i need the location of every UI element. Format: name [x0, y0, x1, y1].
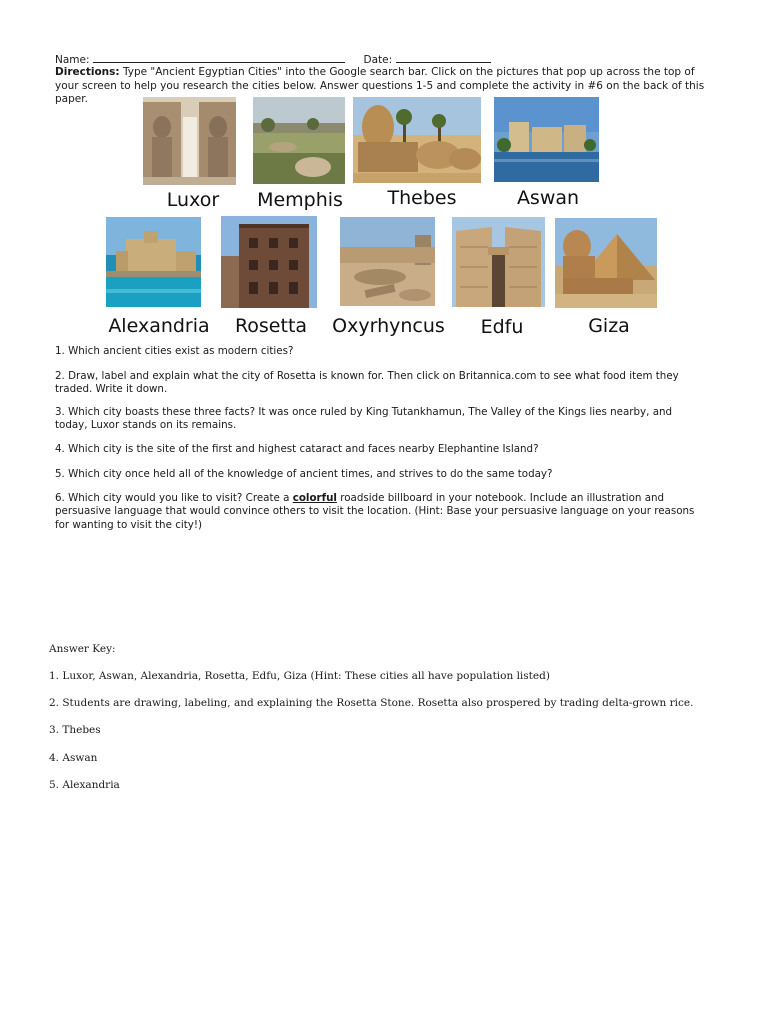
city-label-edfu: Edfu — [480, 316, 524, 338]
directions-text: Type "Ancient Egyptian Cities" into the Google search bar. Click on the pictures that pop up across the top of your screen to help you research the cities below. Answer questions 1-5 and complete the activity in #6 on the back of this paper. — [55, 66, 705, 105]
answer-3: 3. Thebes — [49, 724, 101, 736]
answer-key-title: Answer Key: — [49, 643, 116, 655]
question-5: 5. Which city once held all of the knowledge of ancient times, and strives to do the same today? — [55, 468, 553, 480]
city-label-aswan: Aswan — [516, 187, 580, 209]
giza-photo — [555, 218, 657, 308]
question-1: 1. Which ancient cities exist as modern cities? — [55, 345, 294, 357]
question-4: 4. Which city is the site of the first and highest cataract and faces nearby Elephantine Island? — [55, 443, 539, 455]
name-label: Name: — [55, 54, 90, 66]
alexandria-photo — [106, 217, 201, 307]
city-label-alexandria: Alexandria — [108, 315, 210, 337]
edfu-photo — [452, 217, 545, 307]
question-3: 3. Which city boasts these three facts? It was once ruled by King Tutankhamun, The Valley of the Kings lies nearby, and today, Luxor stands on its remains. — [55, 406, 673, 432]
question-6 — [55, 492, 695, 532]
question-6-intro: 6. Which city would you like to visit? Create a — [55, 492, 293, 504]
city-label-thebes: Thebes — [387, 187, 457, 209]
city-label-rosetta: Rosetta — [234, 315, 308, 337]
city-label-oxyrhyncus: Oxyrhyncus — [332, 315, 445, 337]
rosetta-photo — [221, 216, 317, 308]
city-label-memphis: Memphis — [257, 189, 343, 211]
answer-1: 1. Luxor, Aswan, Alexandria, Rosetta, Edfu, Giza (Hint: These cities all have population listed) — [49, 670, 550, 682]
question-2: 2. Draw, label and explain what the city of Rosetta is known for. Then click on Britannica.com to see what food item they traded. Write it down. — [55, 370, 679, 396]
question-6-emphasis: colorful — [292, 492, 337, 504]
date-label: Date: — [363, 54, 393, 66]
directions-label: Directions: — [55, 66, 120, 78]
question-6-rest: roadside billboard in your notebook. Include an illustration and persuasive language that would convince others to visit the location. (Hint: Base your persuasive language on your reasons for wanting to visit the city!) — [55, 492, 695, 531]
answer-5: 5. Alexandria — [49, 779, 120, 791]
date-field[interactable] — [396, 53, 491, 63]
thebes-photo — [353, 97, 481, 183]
memphis-photo — [253, 97, 345, 184]
answer-4: 4. Aswan — [49, 752, 98, 764]
name-date-line — [55, 53, 491, 67]
city-label-giza: Giza — [588, 315, 630, 337]
luxor-photo — [143, 97, 236, 185]
city-label-luxor: Luxor — [166, 189, 220, 211]
aswan-photo — [494, 97, 599, 182]
answer-2: 2. Students are drawing, labeling, and explaining the Rosetta Stone. Rosetta also prospered by trading delta-grown rice. — [49, 697, 694, 709]
name-field[interactable] — [93, 53, 345, 63]
oxyrhyncus-photo — [340, 217, 435, 306]
